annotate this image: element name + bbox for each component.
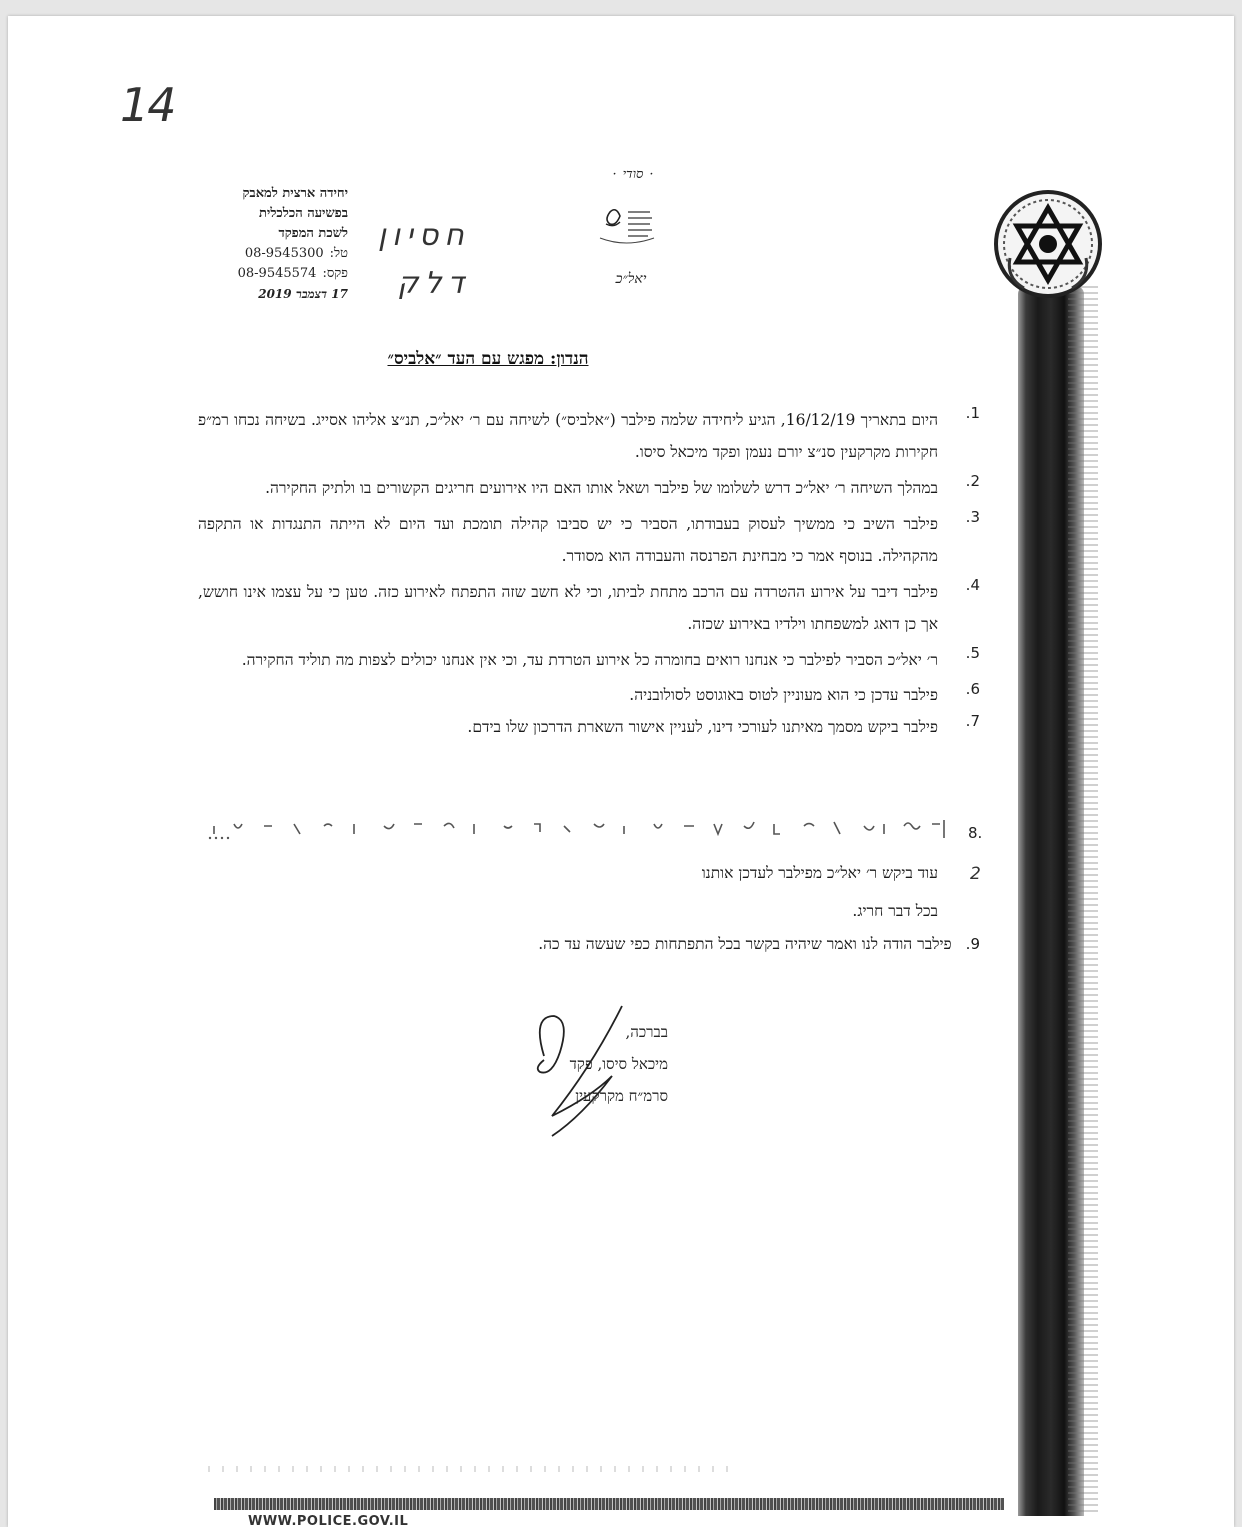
phone-row	[198, 244, 348, 264]
handwritten-page-number: 14	[120, 78, 175, 132]
signer-role: סרמ״ח מקרקעין	[575, 1087, 668, 1105]
item-text: בכל דבר חריג.	[852, 902, 938, 920]
footer-scan-strip	[214, 1498, 1004, 1510]
fax-number: 08-9545574	[237, 266, 317, 281]
handwritten-line2: דלק	[397, 266, 470, 301]
list-item	[198, 576, 980, 640]
item-text: פילבר ביקש מסמך מאיתנו לעורכי דינו, לעניין אישור השארת הדרכון שלו בידם.	[467, 718, 938, 736]
item-text: פילבר דיבר על אירוע ההטרדה עם הרכב מתחת לביתו, וכי לא חשב שזה התפתח לאירוע כזה. טען כי על עצמו אינו חושש, אך כן דואג למשפחתו וילדיו באירוע שכזה.	[198, 583, 938, 633]
handwritten-margin-mark: 2	[970, 864, 981, 884]
item-number: 8.	[968, 824, 983, 842]
item-text: פילבר עדכן כי הוא מעוניין לטוס באוגוסט לסולובניה.	[629, 686, 938, 704]
signature-scribble-icon	[504, 996, 654, 1146]
handwritten-line1: חסיון	[377, 218, 470, 253]
unit-name-line3: לשכת המפקד	[278, 226, 348, 241]
item-text: היום בתאריך 16/12/19, הגיע ליחידה שלמה פילבר (״אלביס״) לשיחה עם ר׳ יאל״כ, תנ״צ אליהו אסייג. בשיחה נכחו רמ״פ חקירות מקרקעין סנ״צ יורם נעמן ופקד מיכאל סיסו.	[198, 411, 938, 461]
footer-url: WWW.POLICE.GOV.IL	[248, 1514, 409, 1527]
item-number: 7.	[965, 712, 980, 730]
list-item	[198, 712, 980, 742]
classification-label: · סודי ·	[588, 166, 678, 182]
memo-body-list	[198, 404, 980, 742]
document-date: 17 דצמבר 2019	[258, 287, 348, 301]
item-text: ר׳ יאל״כ הסביר לפילבר כי אנחנו רואים בחומרה כל אירוע הטרדת עד, וכי אין אנחנו יכולים לצפות מה תוליד החקירה.	[241, 651, 938, 669]
unit-name-line2: בפשיעה הכלכלית	[259, 206, 348, 221]
item-number: 1.	[965, 404, 980, 422]
subject-line: הנדון: מפגש עם העד ״אלביס״	[387, 349, 589, 369]
item-text: פילבר השיב כי ממשיך לעסוק בעבודתו, הסביר כי יש סביבו קהילה תומכת ועד היום לא הייתה התנגדות או התקפה מהקהילה. בנוסף אמר כי מבחינת הפרנסה והעבודה הוא מסודר.	[198, 515, 938, 565]
fax-row	[198, 264, 348, 284]
item-number: 5.	[965, 644, 980, 662]
list-item	[198, 928, 980, 960]
item-text: במהלך השיחה ר׳ יאל״כ דרש לשלומו של פילבר ושאל אותו האם היו אירועים חריגים הקשורים בו ולתיק החקירה.	[265, 479, 938, 497]
fax-label: פקס:	[322, 266, 348, 281]
unit-name-line1: יחידה ארצית למאבק	[242, 186, 348, 201]
unit-logo-icon	[596, 204, 656, 246]
list-item	[198, 644, 980, 676]
item-number: 3.	[965, 508, 980, 526]
signer-name: מיכאל סיסו, פקד	[569, 1055, 668, 1073]
item-text: פילבר הודה לנו ואמר שיהיה בקשר בכל התפתחות כפי שעשה עד כה.	[538, 935, 952, 953]
item-number: 4.	[965, 576, 980, 594]
letterhead	[198, 184, 348, 304]
item-number: 6.	[965, 680, 980, 698]
police-emblem-icon	[992, 188, 1104, 300]
handwritten-confidentiality-note	[377, 212, 470, 308]
decorative-column	[1018, 286, 1084, 1516]
unit-abbreviation: יאל״כ	[615, 271, 647, 287]
item-number: 9.	[965, 935, 980, 953]
footer	[248, 1514, 1008, 1527]
redacted-illegible-line	[204, 816, 956, 842]
phone-number: 08-9545300	[244, 246, 324, 261]
list-item	[198, 404, 980, 468]
list-item	[198, 472, 980, 504]
closing-greeting: בברכה,	[625, 1023, 668, 1041]
list-item	[198, 508, 980, 572]
scan-artifact	[208, 1466, 728, 1472]
item-text: עוד ביקש ר׳ יאל״כ מפילבר לעדכן אותנו	[701, 864, 938, 882]
item-number: 2.	[965, 472, 980, 490]
list-item	[198, 854, 938, 930]
list-item	[198, 680, 980, 710]
phone-label: טל:	[329, 246, 348, 261]
document-page	[8, 16, 1234, 1527]
